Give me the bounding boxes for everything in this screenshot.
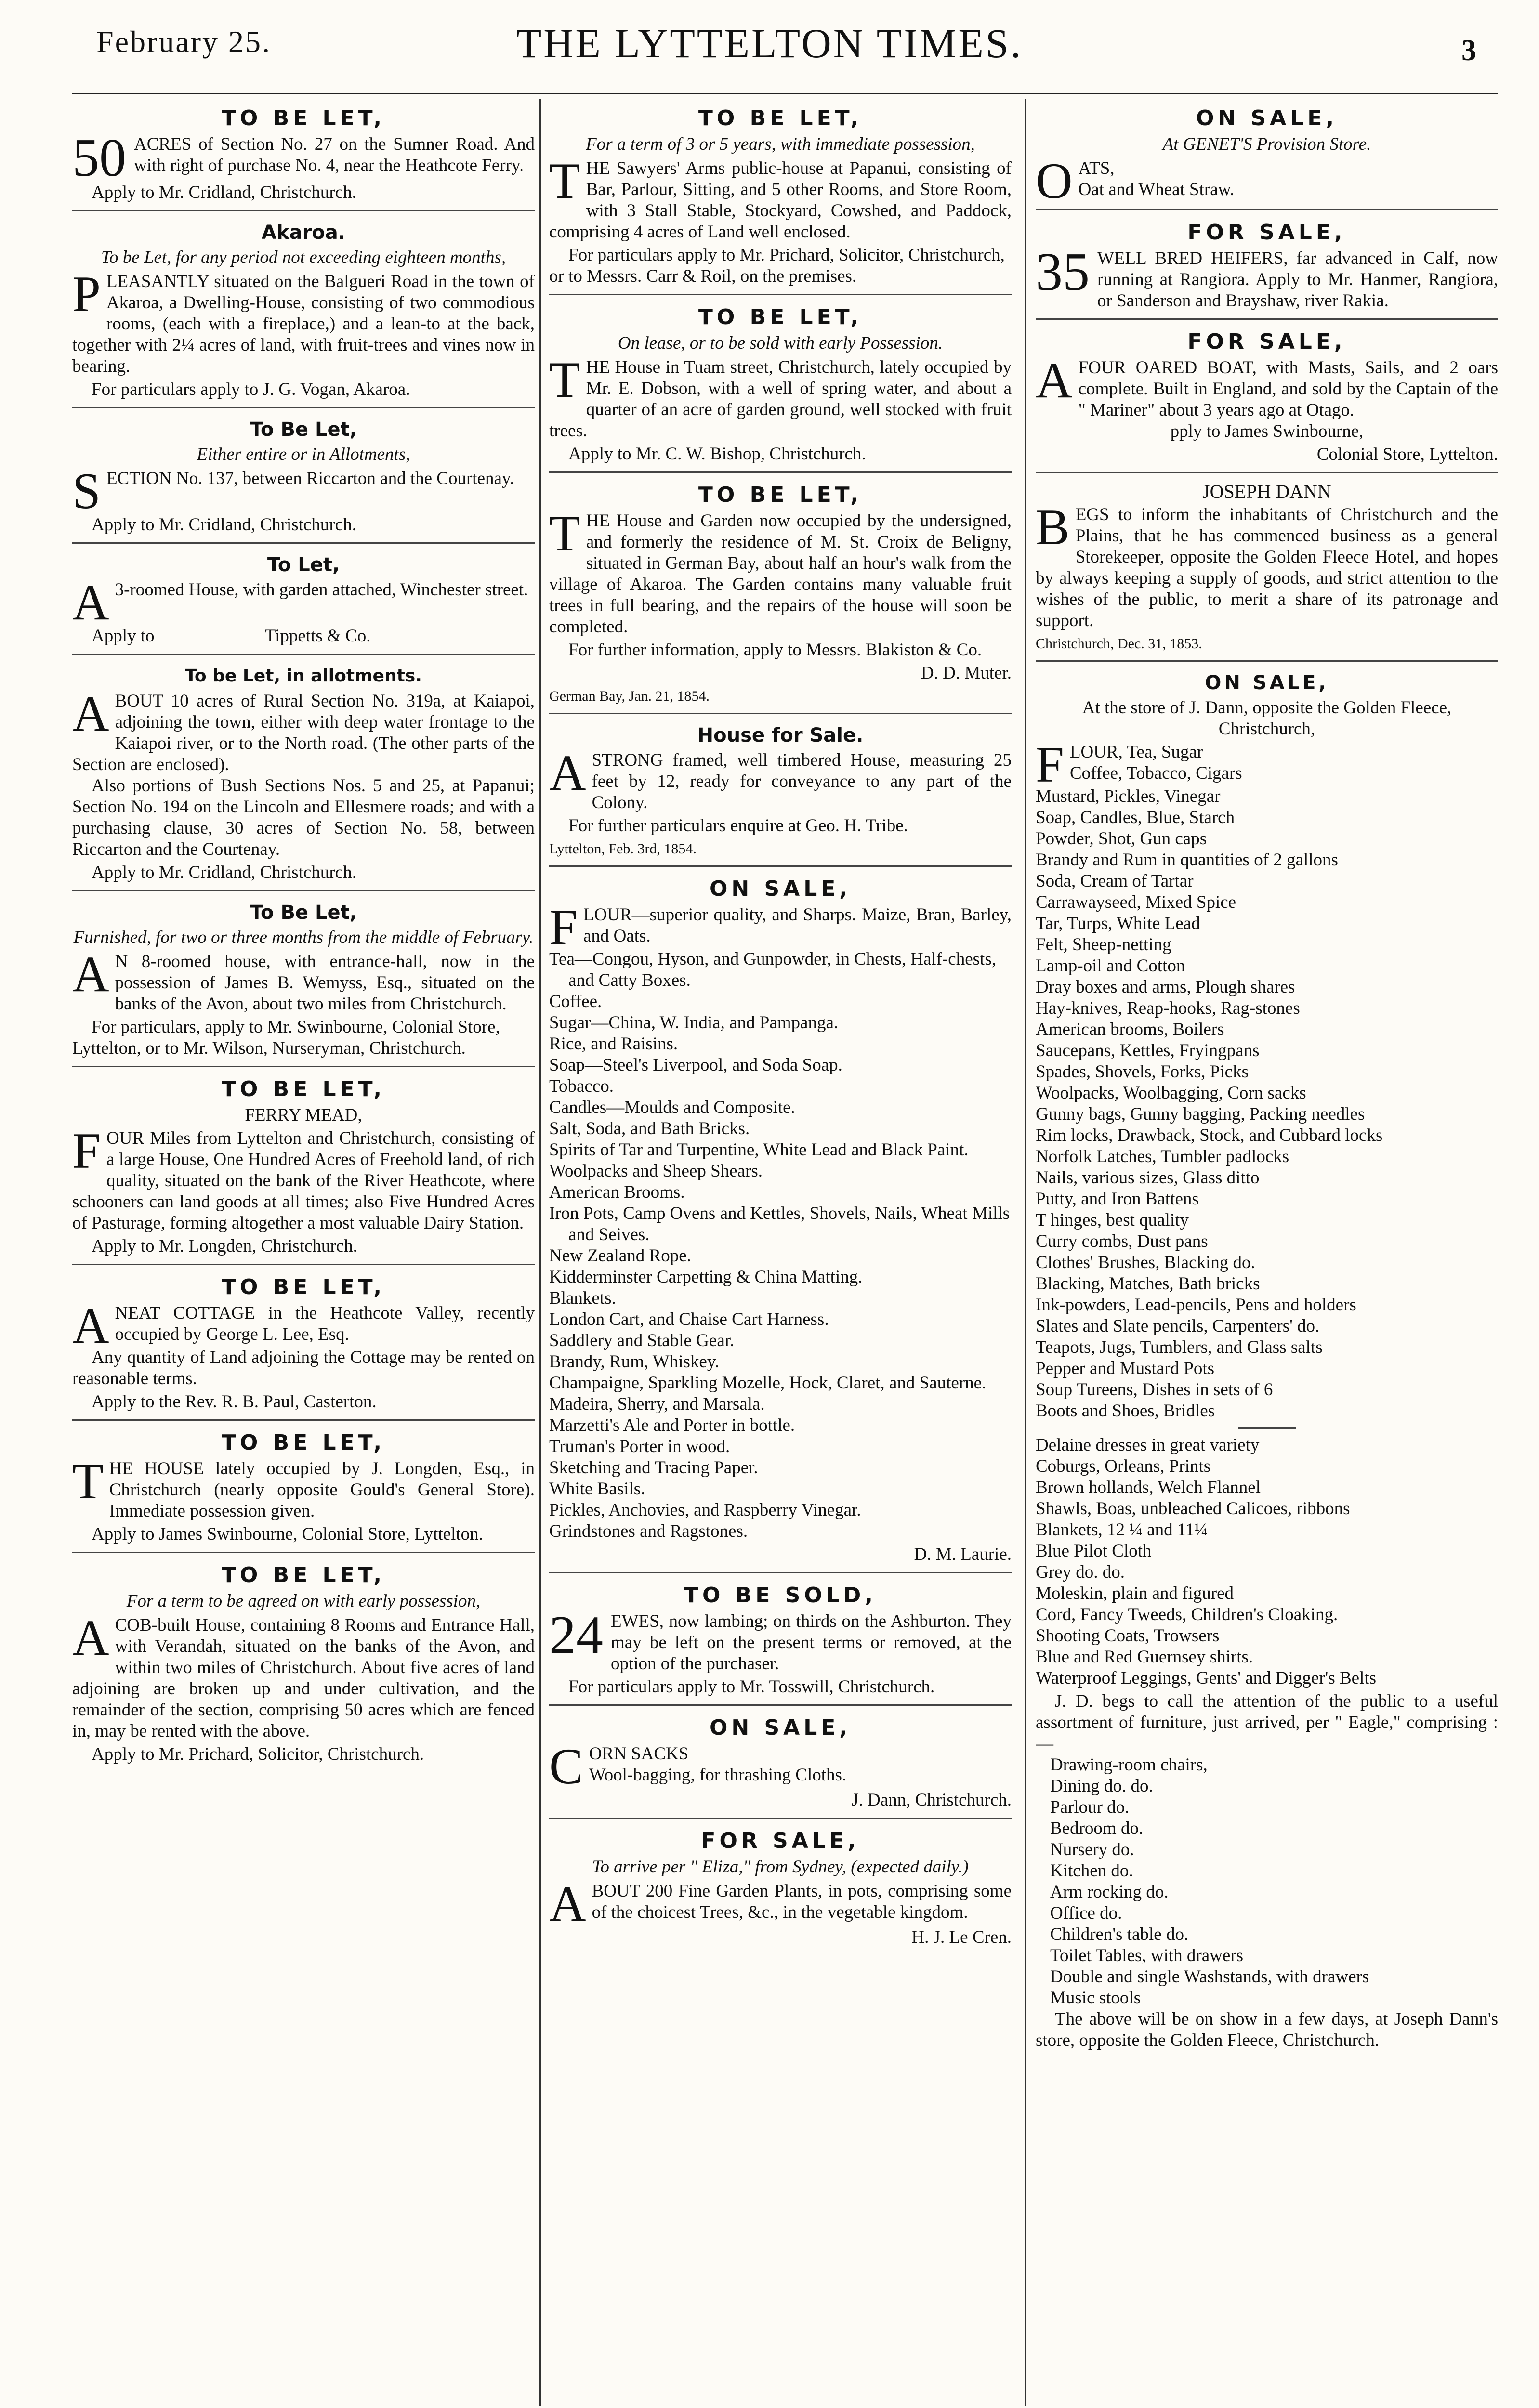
list-item: Lamp-oil and Cotton xyxy=(1036,956,1185,976)
advert-boat xyxy=(1036,325,1498,473)
list-item: Nails, various sizes, Glass ditto xyxy=(1036,1168,1260,1188)
advert-heading: JOSEPH DANN xyxy=(1202,481,1331,502)
list-item: Children's table do. xyxy=(1050,1924,1189,1944)
advert-heading: ON SALE, xyxy=(1205,672,1329,694)
list-item: Pepper and Mustard Pots xyxy=(1036,1359,1214,1378)
advert-sawyers-arms xyxy=(549,101,1012,295)
list-item: Cord, Fancy Tweeds, Children's Cloaking. xyxy=(1036,1605,1338,1624)
big-number: 50 xyxy=(72,128,126,188)
drop-cap: B xyxy=(1036,499,1070,555)
advert-heading: FOR SALE, xyxy=(701,1829,860,1853)
list-item: Blue and Red Guernsey shirts. xyxy=(1036,1647,1253,1667)
advert-text: NEAT COTTAGE in the Heathcote Valley, recently occupied by George L. Lee, Esq. xyxy=(115,1303,535,1344)
list-item: Clothes' Brushes, Blacking do. xyxy=(1036,1253,1255,1272)
apply-line xyxy=(72,626,535,647)
column-1 xyxy=(72,101,535,2408)
list-item: Brandy and Rum in quantities of 2 gallons xyxy=(1036,850,1338,870)
list-item: Putty, and Iron Battens xyxy=(1036,1189,1199,1209)
advert-akaroa xyxy=(72,216,535,408)
dateline: German Bay, Jan. 21, 1854. xyxy=(549,688,710,704)
advert-text: 3-roomed House, with garden attached, Winchester street. xyxy=(115,580,528,600)
list-item: Spirits of Tar and Turpentine, White Lead and Black Paint. xyxy=(549,1140,969,1160)
list-item: Gunny bags, Gunny bagging, Packing needles xyxy=(1036,1104,1365,1124)
advert-subtitle: Furnished, for two or three months from the middle of February. xyxy=(73,928,534,947)
advert-heading: TO BE LET, xyxy=(698,305,863,329)
apply-name: Tippetts & Co. xyxy=(264,626,371,646)
column-divider xyxy=(1025,99,1026,2406)
advert-sumner-road xyxy=(72,101,535,211)
advert-text: ATS, xyxy=(1078,158,1115,178)
list-item: Tea—Congou, Hyson, and Gunpowder, in Chests, Half-chests, and Catty Boxes. xyxy=(549,949,996,990)
advert-text: HE House and Garden now occupied by the undersigned, and formerly the residence of M. St. Croix de Beligny, situated in German Bay, about half an hour's walk from the village of Akaroa. The Garden contains many valuable fruit trees in full bearing, and the repairs of the house will soon be completed. xyxy=(549,511,1012,637)
list-item: Arm rocking do. xyxy=(1050,1882,1169,1902)
drop-cap: A xyxy=(72,685,109,742)
list-item: Mustard, Pickles, Vinegar xyxy=(1036,786,1221,806)
list-item: New Zealand Rope. xyxy=(549,1246,691,1266)
column-2 xyxy=(549,101,1012,2408)
advert-garden-plants xyxy=(549,1824,1012,1955)
list-item: Spades, Shovels, Forks, Picks xyxy=(1036,1062,1249,1082)
furniture-list xyxy=(1036,1754,1498,2009)
dateline: Christchurch, Dec. 31, 1853. xyxy=(1036,636,1202,652)
drop-cap: T xyxy=(549,153,580,209)
list-item: Woolpacks, Woolbagging, Corn sacks xyxy=(1036,1083,1306,1103)
advert-heading: TO BE LET, xyxy=(221,1430,386,1455)
apply-line: For particulars apply to Mr. Tosswill, Christchurch. xyxy=(568,1677,935,1697)
drop-cap: A xyxy=(1036,352,1073,408)
list-item: Sugar—China, W. India, and Pampanga. xyxy=(549,1013,839,1033)
drapery-list xyxy=(1036,1435,1498,1689)
apply-line: pply to James Swinbourne, xyxy=(1170,421,1364,441)
list-item: Rim locks, Drawback, Stock, and Cubbard locks xyxy=(1036,1125,1383,1145)
advert-text: BOUT 200 Fine Garden Plants, in pots, comprising some of the choicest Trees, &c., in the vegetable kingdom. xyxy=(592,1881,1012,1922)
dateline: Lyttelton, Feb. 3rd, 1854. xyxy=(549,841,697,857)
advert-text: ECTION No. 137, between Riccarton and the Courtenay. xyxy=(106,469,514,488)
advert-heading: To Let, xyxy=(267,554,340,576)
list-item: Nursery do. xyxy=(1050,1840,1134,1859)
drop-cap: T xyxy=(549,352,580,408)
advert-3-roomed-house xyxy=(72,549,535,655)
advert-heading: TO BE LET, xyxy=(221,1077,386,1101)
list-item: Saucepans, Kettles, Fryingpans xyxy=(1036,1041,1260,1060)
advert-text: STRONG framed, well timbered House, measuring 25 feet by 12, ready for conveyance to any part of the Colony. xyxy=(592,750,1012,812)
advert-heading: TO BE LET, xyxy=(221,106,386,131)
apply-line: Apply to James Swinbourne, Colonial Store, Lyttelton. xyxy=(92,1524,483,1544)
list-item: American brooms, Boilers xyxy=(1036,1020,1224,1039)
list-item: Bedroom do. xyxy=(1050,1819,1144,1838)
advert-text: N 8-roomed house, with entrance-hall, now in the possession of James B. Wemyss, Esq., situated on the banks of the Avon, about two miles from Christchurch. xyxy=(115,952,535,1014)
column-3 xyxy=(1036,101,1498,2408)
list-item: London Cart, and Chaise Cart Harness. xyxy=(549,1309,829,1329)
list-item: Soap, Candles, Blue, Starch xyxy=(1036,808,1235,827)
list-item: T hinges, best quality xyxy=(1036,1210,1189,1230)
list-item: Slates and Slate pencils, Carpenters' do. xyxy=(1036,1316,1320,1336)
drop-cap: A xyxy=(72,1610,109,1666)
list-item: Saddlery and Stable Gear. xyxy=(549,1331,735,1350)
signature: H. J. Le Cren. xyxy=(911,1927,1012,1947)
advert-ferry-mead xyxy=(72,1072,535,1265)
list-item: Marzetti's Ale and Porter in bottle. xyxy=(549,1415,795,1435)
advert-laurie-goods xyxy=(549,872,1012,1573)
list-item: Curry combs, Dust pans xyxy=(1036,1231,1208,1251)
advert-text: FOUR OARED BOAT, with Masts, Sails, and 2 oars complete. Built in England, and sold by the Captain of the " Mariner" about 3 years ago at Otago. xyxy=(1078,358,1498,420)
advert-ewes xyxy=(549,1578,1012,1706)
list-item: Champaigne, Sparkling Mozelle, Hock, Claret, and Sauterne. xyxy=(549,1373,987,1393)
closing-note: The above will be on show in a few days, at Joseph Dann's store, opposite the Golden Fleece, Christchurch. xyxy=(1036,2009,1498,2050)
advert-subtitle: To arrive per " Eliza," from Sydney, (expected daily.) xyxy=(592,1857,969,1877)
advert-subtitle: At the store of J. Dann, opposite the Golden Fleece, Christchurch, xyxy=(1082,698,1452,739)
furniture-note: J. D. begs to call the attention of the public to a useful assortment of furniture, just arrived, per " Eagle," comprising :— xyxy=(1036,1691,1498,1754)
advert-text: LOUR, Tea, Sugar xyxy=(1069,742,1203,762)
advert-heading: To be Let, in allotments. xyxy=(185,666,422,686)
header-rule xyxy=(72,92,1498,94)
list-item: Blacking, Matches, Bath bricks xyxy=(1036,1274,1260,1294)
list-item: Dray boxes and arms, Plough shares xyxy=(1036,977,1295,997)
advert-text: OUR Miles from Lyttelton and Christchurch, consisting of a large House, One Hundred Acres of Freehold land, of rich quality, situated on the bank of the River Heathcote, where schooners can land goods at all times; also Five Hundred Acres of Pasturage, forming altogether a most valuable Dairy Station. xyxy=(72,1128,535,1233)
advert-heading: TO BE SOLD, xyxy=(684,1583,877,1608)
list-item: Candles—Moulds and Composite. xyxy=(549,1098,795,1117)
advert-text-2: Coffee, Tobacco, Cigars xyxy=(1069,763,1242,783)
advert-text: EWES, now lambing; on thirds on the Ashburton. They may be left on the present terms or removed, at the option of the purchaser. xyxy=(611,1611,1012,1674)
list-item: Toilet Tables, with drawers xyxy=(1050,1946,1244,1965)
advert-text: HE HOUSE lately occupied by J. Longden, Esq., in Christchurch (nearly opposite Gould's General Store). Immediate possession given. xyxy=(109,1459,535,1521)
list-item: Ink-powders, Lead-pencils, Pens and holders xyxy=(1036,1295,1356,1315)
drop-cap: S xyxy=(72,463,101,519)
apply-line-2: Colonial Store, Lyttelton. xyxy=(1316,445,1498,464)
advert-heading: FOR SALE, xyxy=(1187,329,1346,354)
advert-tuam-street xyxy=(549,300,1012,473)
list-item: Parlour do. xyxy=(1050,1797,1130,1817)
list-item: Powder, Shot, Gun caps xyxy=(1036,829,1207,849)
advert-text: HE House in Tuam street, Christchurch, lately occupied by Mr. E. Dobson, with a well of spring water, and about a quarter of an acre of garden ground, well stocked with fruit trees. xyxy=(549,357,1012,441)
list-item: Salt, Soda, and Bath Bricks. xyxy=(549,1119,750,1139)
advert-text-2: Also portions of Bush Sections Nos. 5 and 25, at Papanui; Section No. 194 on the Lincoln and Ellesmere roads; and with a purchasing clause, 30 acres of Section No. 58, between Riccarton and the Courtenay. xyxy=(72,776,535,859)
list-item: Tar, Turps, White Lead xyxy=(1036,914,1200,933)
list-item: Kidderminster Carpetting & China Matting. xyxy=(549,1267,863,1287)
apply-line: For further information, apply to Messrs. Blakiston & Co. xyxy=(568,640,982,660)
separator xyxy=(1238,1427,1296,1429)
list-item: Carrawayseed, Mixed Spice xyxy=(1036,892,1236,912)
signature: D. M. Laurie. xyxy=(914,1544,1012,1564)
list-item: Boots and Shoes, Bridles xyxy=(1036,1401,1215,1421)
list-item: Blue Pilot Cloth xyxy=(1036,1541,1152,1561)
drop-cap: A xyxy=(72,574,109,630)
advert-subtitle: For a term to be agreed on with early possession, xyxy=(126,1591,481,1611)
apply-line: Apply to Mr. Prichard, Solicitor, Christchurch. xyxy=(92,1744,424,1764)
advert-longden-house xyxy=(72,1426,535,1553)
advert-heading: TO BE LET, xyxy=(698,106,863,131)
advert-joseph-dann xyxy=(1036,478,1498,662)
advert-heading: ON SALE, xyxy=(709,877,852,901)
advert-corn-sacks xyxy=(549,1711,1012,1819)
advert-text: ORN SACKS xyxy=(589,1744,689,1764)
list-item: Madeira, Sherry, and Marsala. xyxy=(549,1394,765,1414)
list-item: Sketching and Tracing Paper. xyxy=(549,1458,758,1478)
page-number: 3 xyxy=(1461,34,1476,67)
list-item: Truman's Porter in wood. xyxy=(549,1437,730,1456)
apply-line: For further particulars enquire at Geo. H. Tribe. xyxy=(568,816,908,836)
list-item: Felt, Sheep-netting xyxy=(1036,935,1171,955)
advert-heathcote-cottage xyxy=(72,1270,535,1421)
list-item: Norfolk Latches, Tumbler padlocks xyxy=(1036,1147,1289,1166)
apply-line: Apply to Mr. C. W. Bishop, Christchurch. xyxy=(568,444,866,464)
list-item: Music stools xyxy=(1050,1988,1141,2008)
drop-cap: F xyxy=(72,1123,101,1179)
advert-heifers xyxy=(1036,215,1498,320)
list-item: Iron Pots, Camp Ovens and Kettles, Shovels, Nails, Wheat Mills and Seives. xyxy=(549,1204,1010,1244)
list-item: Soap—Steel's Liverpool, and Soda Soap. xyxy=(549,1055,842,1075)
list-item: Waterproof Leggings, Gents' and Digger's Belts xyxy=(1036,1668,1377,1688)
goods-list xyxy=(549,949,1012,1542)
apply-line: Apply to Mr. Longden, Christchurch. xyxy=(92,1236,357,1256)
advert-cob-house xyxy=(72,1558,535,1772)
advert-heading: TO BE LET, xyxy=(221,1275,386,1299)
apply-line: Apply to Mr. Cridland, Christchurch. xyxy=(92,515,356,535)
list-item: Brandy, Rum, Whiskey. xyxy=(549,1352,720,1372)
signature: J. Dann, Christchurch. xyxy=(852,1790,1012,1810)
drop-cap: O xyxy=(1036,153,1073,209)
list-item: Coffee. xyxy=(549,992,602,1011)
signature: D. D. Muter. xyxy=(921,663,1012,683)
apply-line: For particulars, apply to Mr. Swinbourne, Colonial Store, Lyttelton, or to Mr. Wilson, Nurseryman, Christchurch. xyxy=(72,1017,500,1058)
drop-cap: A xyxy=(72,1297,109,1354)
list-item: American Brooms. xyxy=(549,1182,685,1202)
drop-cap: T xyxy=(549,505,580,562)
advert-allotments xyxy=(72,660,535,891)
list-item: Pickles, Anchovies, and Raspberry Vinegar. xyxy=(549,1500,861,1520)
list-item: Woolpacks and Sheep Shears. xyxy=(549,1161,763,1181)
drop-cap: F xyxy=(549,899,578,955)
apply-label: Apply to xyxy=(92,626,155,646)
apply-line: Apply to Mr. Cridland, Christchurch. xyxy=(92,183,356,202)
drop-cap: A xyxy=(549,1875,586,1932)
advert-furnished-house xyxy=(72,896,535,1067)
list-item: Kitchen do. xyxy=(1050,1861,1133,1881)
list-item: Brown hollands, Welch Flannel xyxy=(1036,1478,1261,1497)
masthead xyxy=(0,0,1539,96)
advert-heading: To Be Let, xyxy=(250,419,357,441)
list-item: Rice, and Raisins. xyxy=(549,1034,678,1054)
apply-line: For particulars apply to Mr. Prichard, Solicitor, Christchurch, or to Messrs. Carr & Roil, on the premises. xyxy=(549,245,1005,286)
advert-text-2: Wool-bagging, for thrashing Cloths. xyxy=(589,1765,847,1785)
drop-cap: F xyxy=(1036,736,1064,793)
drop-cap: A xyxy=(549,745,586,801)
list-item: Blankets. xyxy=(549,1288,616,1308)
advert-heading: House for Sale. xyxy=(697,724,864,746)
advert-text-2: Oat and Wheat Straw. xyxy=(1078,180,1235,199)
list-item: Delaine dresses in great variety xyxy=(1036,1435,1260,1455)
advert-text: COB-built House, containing 8 Rooms and Entrance Hall, with Verandah, situated on the banks of the Avon, and within two miles of Christchurch. About five acres of land adjoining are broken up and under cultivation, and the remainder of the section, comprising 50 acres which are fenced in, may be rented with the above. xyxy=(72,1615,535,1741)
list-item: Shawls, Boas, unbleached Calicoes, ribbons xyxy=(1036,1499,1350,1518)
list-item: Shooting Coats, Trowsers xyxy=(1036,1626,1220,1646)
apply-line: For particulars apply to J. G. Vogan, Akaroa. xyxy=(92,380,410,399)
drop-cap: T xyxy=(72,1453,104,1509)
advert-subheading: FERRY MEAD, xyxy=(245,1105,362,1125)
goods-list xyxy=(1036,786,1498,1422)
drop-cap: P xyxy=(72,266,101,322)
advert-text: LEASANTLY situated on the Balgueri Road in the town of Akaroa, a Dwelling-House, consisting of two commodious rooms, (each with a fireplace,) and a lean-to at the back, together with 2¼ acres of land, with fruit-trees and vines now in bearing. xyxy=(72,272,535,376)
advert-text: ACRES of Section No. 27 on the Sumner Road. And with right of purchase No. 4, near the Heathcote Ferry. xyxy=(134,134,535,175)
column-divider xyxy=(539,99,541,2406)
list-item: Grindstones and Ragstones. xyxy=(549,1521,748,1541)
advert-text-2: Any quantity of Land adjoining the Cottage may be rented on reasonable terms. xyxy=(72,1348,535,1388)
advert-subtitle: On lease, or to be sold with early Possession. xyxy=(618,333,943,353)
advert-text: EGS to inform the inhabitants of Christchurch and the Plains, that he has commenced business as a general Storekeeper, opposite the Golden Fleece Hotel, and hopes by always keeping a supply of goods, and strict attention to the wishes of the public, to merit a share of its patronage and support. xyxy=(1036,505,1498,630)
list-item: Tobacco. xyxy=(549,1076,614,1096)
advert-heading: FOR SALE, xyxy=(1187,220,1346,245)
advert-subtitle: Either entire or in Allotments, xyxy=(197,445,410,464)
drop-cap: A xyxy=(72,946,109,1002)
newspaper-title: THE LYTTELTON TIMES. xyxy=(516,20,1023,66)
advert-heading: TO BE LET, xyxy=(698,483,863,507)
drop-cap: C xyxy=(549,1738,583,1794)
list-item: Soda, Cream of Tartar xyxy=(1036,871,1194,891)
list-item: Dining do. do. xyxy=(1050,1776,1153,1796)
list-item: Soup Tureens, Dishes in sets of 6 xyxy=(1036,1380,1273,1400)
advert-heading: ON SALE, xyxy=(1196,106,1338,131)
advert-german-bay xyxy=(549,478,1012,714)
advert-dann-store xyxy=(1036,667,1498,2058)
list-item: Coburgs, Orleans, Prints xyxy=(1036,1456,1211,1476)
advert-subtitle: For a term of 3 or 5 years, with immediate possession, xyxy=(586,134,975,154)
list-item: Office do. xyxy=(1050,1903,1122,1923)
advert-heading: TO BE LET, xyxy=(221,1563,386,1587)
big-number: 35 xyxy=(1036,242,1090,302)
list-item: Blankets, 12 ¼ and 11¼ xyxy=(1036,1520,1208,1540)
advert-subtitle: At GENET'S Provision Store. xyxy=(1162,134,1371,154)
advert-subtitle: To be Let, for any period not exceeding eighteen months, xyxy=(101,248,506,267)
list-item: White Basils. xyxy=(549,1479,645,1499)
list-item: Double and single Washstands, with drawers xyxy=(1050,1967,1369,1987)
advert-heading: Akaroa. xyxy=(262,222,345,244)
list-item: Teapots, Jugs, Tumblers, and Glass salts xyxy=(1036,1337,1323,1357)
advert-text: WELL BRED HEIFERS, far advanced in Calf, now running at Rangiora. Apply to Mr. Hanmer, Rangiora, or Sanderson and Brayshaw, river Rakia. xyxy=(1097,249,1498,311)
list-item: Grey do. do. xyxy=(1036,1562,1125,1582)
advert-heading: ON SALE, xyxy=(709,1715,852,1740)
advert-text: HE Sawyers' Arms public-house at Papanui, consisting of Bar, Parlour, Sitting, and 5 other Rooms, and Store Room, with 3 Stall Stable, Stockyard, Cowshed, and Paddock, comprising 4 acres of Land well enclosed. xyxy=(549,158,1012,242)
list-item: Moleskin, plain and figured xyxy=(1036,1584,1234,1603)
apply-line: Apply to Mr. Cridland, Christchurch. xyxy=(92,863,356,882)
advert-section-137 xyxy=(72,413,535,544)
advert-text: BOUT 10 acres of Rural Section No. 319a, at Kaiapoi, adjoining the town, either with deep water frontage to the Kaiapoi river, or to the North road. (The other parts of the Section are enclosed). xyxy=(72,691,535,774)
advert-text: LOUR—superior quality, and Sharps. Maize, Bran, Barley, and Oats. xyxy=(583,905,1012,946)
apply-line: Apply to the Rev. R. B. Paul, Casterton. xyxy=(92,1392,377,1412)
advert-genets-oats xyxy=(1036,101,1498,210)
advert-heading: To Be Let, xyxy=(250,902,357,924)
list-item: Drawing-room chairs, xyxy=(1050,1755,1208,1775)
big-number: 24 xyxy=(549,1605,603,1665)
issue-date: February 25. xyxy=(96,25,272,59)
list-item: Hay-knives, Reap-hooks, Rag-stones xyxy=(1036,998,1300,1018)
advert-house-for-sale xyxy=(549,719,1012,867)
